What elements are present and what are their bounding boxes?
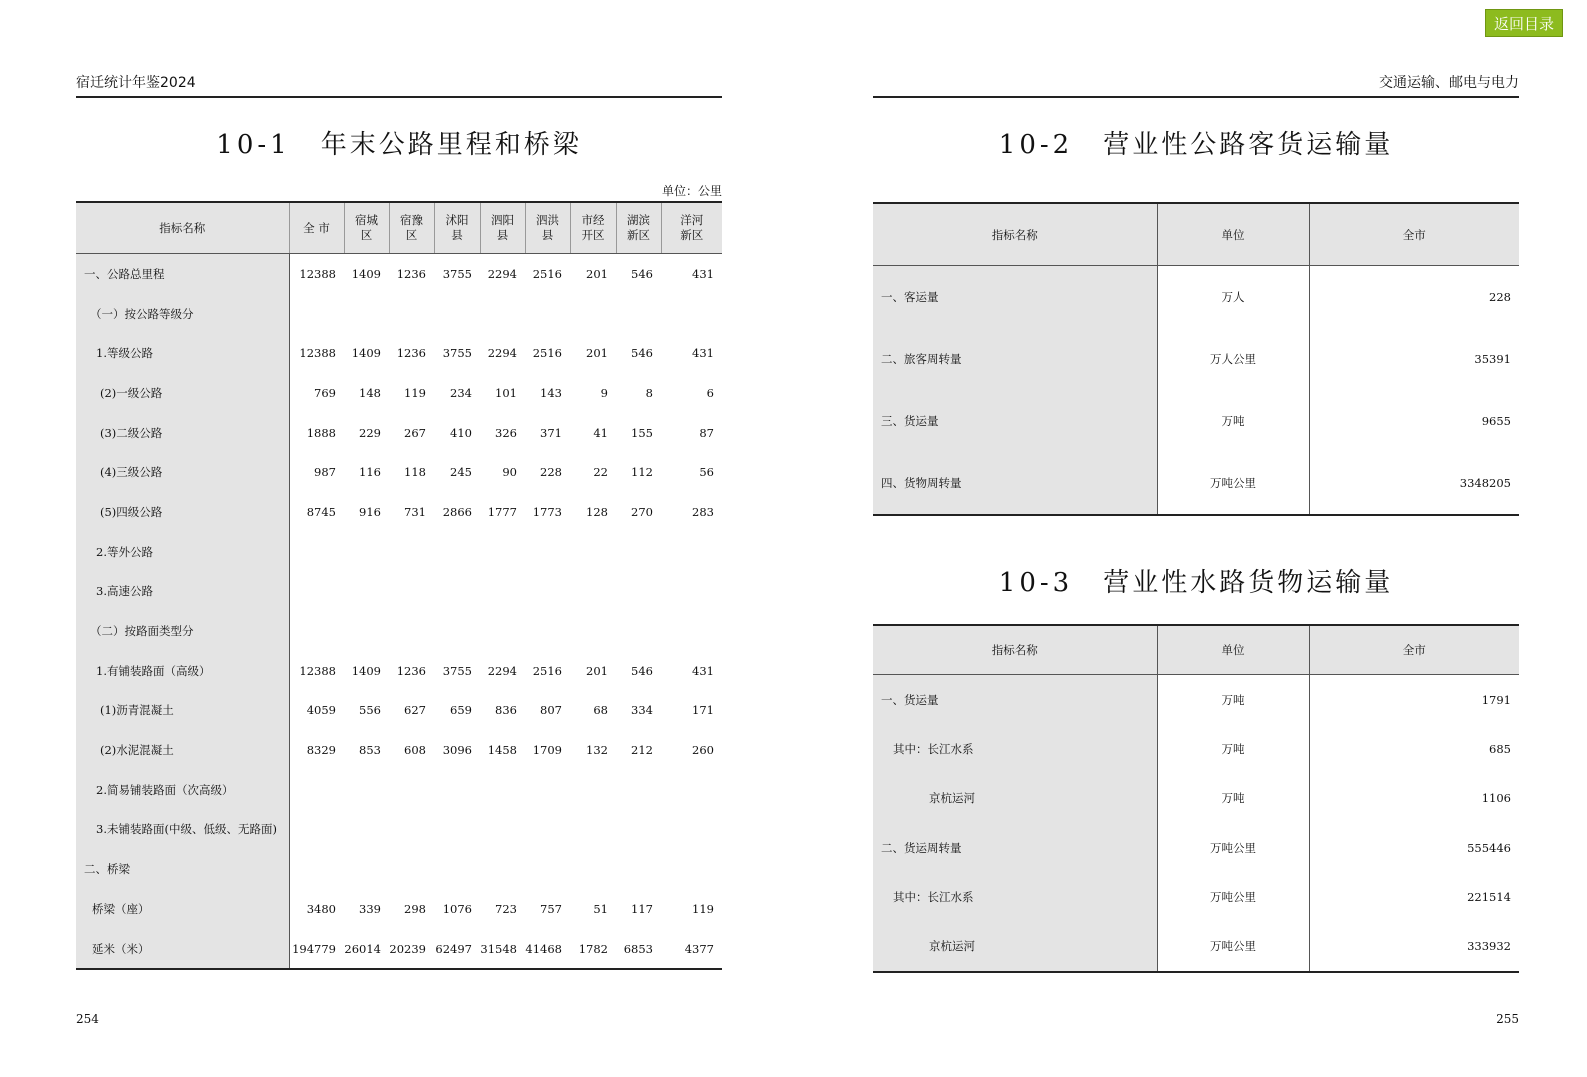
table-row: [76, 651, 722, 691]
table-cell: 101: [495, 385, 517, 400]
table-cell: 68: [593, 703, 608, 718]
row-label: 2.等外公路: [76, 532, 289, 572]
table-cell: 546: [631, 346, 653, 361]
table-cell: 119: [404, 385, 426, 400]
table-cell: 194779: [292, 941, 336, 956]
table-cell: 556: [359, 703, 381, 718]
table-cell: [289, 849, 344, 889]
row-label: (3)二级公路: [76, 413, 289, 453]
table-cell: 4377: [684, 941, 714, 956]
table-cell: [289, 294, 344, 334]
back-to-contents-button[interactable]: 返回目录: [1485, 9, 1563, 37]
table-cell: 12388: [299, 663, 336, 678]
row-label: (2)水泥混凝土: [76, 730, 289, 770]
row-label: 一、客运量: [873, 266, 1157, 329]
table-cell: 1777: [487, 504, 517, 519]
table-cell: 1709: [532, 743, 562, 758]
table-cell: 334: [631, 703, 653, 718]
row-label: (5)四级公路: [76, 492, 289, 532]
table-row: [873, 724, 1519, 773]
table-title-text: 营业性水路货物运输量: [1103, 568, 1394, 598]
table-cell: 1458: [487, 743, 517, 758]
unit-cell: 万吨: [1157, 724, 1309, 773]
header-cell: 沭阳 县: [434, 202, 480, 254]
table-cell: 4059: [306, 703, 336, 718]
table-cell: [289, 810, 344, 850]
table-cell: 51: [593, 901, 608, 916]
row-label: 二、货运周转量: [873, 823, 1157, 872]
table-row: [873, 675, 1519, 725]
table-cell: [480, 810, 525, 850]
table-cell: 1409: [351, 346, 381, 361]
row-label: 三、货运量: [873, 390, 1157, 452]
table-cell: 12388: [299, 346, 336, 361]
table-cell: [289, 532, 344, 572]
table-cell: 201: [586, 346, 608, 361]
value-cell: 221514: [1467, 889, 1511, 904]
table-cell: [389, 532, 434, 572]
table-cell: 298: [404, 901, 426, 916]
unit-cell: 万人: [1157, 266, 1309, 329]
table-cell: [661, 770, 722, 810]
header-cell: 单位: [1157, 203, 1309, 266]
table-cell: [344, 770, 389, 810]
value-cell: 1106: [1481, 791, 1511, 806]
value-cell: 1791: [1481, 692, 1511, 707]
table-cell: 6853: [623, 941, 653, 956]
table-cell: 267: [404, 425, 426, 440]
table-cell: 2516: [532, 663, 562, 678]
row-label: 1.有铺装路面（高级）: [76, 651, 289, 691]
row-label: (1)沥青混凝土: [76, 691, 289, 731]
table-cell: [344, 572, 389, 612]
table-cell: 148: [359, 385, 381, 400]
row-label: 一、公路总里程: [76, 254, 289, 294]
table-cell: 431: [692, 266, 714, 281]
unit-cell: 万人公里: [1157, 328, 1309, 390]
table-cell: 22: [593, 465, 608, 480]
table-row: [76, 611, 722, 651]
road-passenger-freight-table: [873, 202, 1519, 516]
row-label: (2)一级公路: [76, 373, 289, 413]
table-cell: 3755: [442, 663, 472, 678]
table-cell: 20239: [389, 941, 426, 956]
table-row: [873, 328, 1519, 390]
table-cell: [480, 532, 525, 572]
table-cell: 723: [495, 901, 517, 916]
table-cell: 2294: [487, 346, 517, 361]
table-cell: [616, 810, 661, 850]
table-cell: 6: [706, 385, 714, 400]
table-cell: 245: [450, 465, 472, 480]
row-label: 其中：长江水系: [873, 724, 1157, 773]
table-cell: 3755: [442, 346, 472, 361]
table-cell: [570, 611, 616, 651]
table-cell: [570, 849, 616, 889]
table-cell: 326: [495, 425, 517, 440]
table-cell: [616, 532, 661, 572]
table-cell: [434, 770, 480, 810]
table-row: [76, 929, 722, 970]
table-row: [873, 266, 1519, 329]
value-cell: 333932: [1467, 939, 1511, 954]
table-row: [76, 730, 722, 770]
table-cell: [389, 849, 434, 889]
table-cell: [289, 572, 344, 612]
table-cell: 12388: [299, 266, 336, 281]
table-cell: [525, 810, 570, 850]
unit-cell: 万吨: [1157, 774, 1309, 823]
table-cell: 56: [699, 465, 714, 480]
table-cell: [661, 294, 722, 334]
table-cell: 26014: [344, 941, 381, 956]
table-cell: [434, 611, 480, 651]
table-header-row: [873, 203, 1519, 266]
table-cell: 1409: [351, 663, 381, 678]
row-label: 京杭运河: [873, 774, 1157, 823]
table-cell: 118: [404, 465, 426, 480]
table-cell: [389, 611, 434, 651]
table-cell: [570, 294, 616, 334]
value-cell: 228: [1489, 290, 1511, 304]
table-cell: 228: [540, 465, 562, 480]
table-cell: [344, 611, 389, 651]
row-label: 二、桥梁: [76, 849, 289, 889]
header-cell: 洋河 新区: [661, 202, 722, 254]
table-cell: [434, 572, 480, 612]
table-cell: 371: [540, 425, 562, 440]
chapter-title: 交通运输、邮电与电力: [1379, 75, 1519, 91]
value-cell: 555446: [1467, 840, 1511, 855]
table-cell: 853: [359, 743, 381, 758]
unit-cell: 万吨: [1157, 390, 1309, 452]
table-row: [873, 921, 1519, 971]
page-number-left: 254: [76, 1012, 99, 1026]
table-cell: [344, 810, 389, 850]
table-cell: [661, 611, 722, 651]
row-label: (4)三级公路: [76, 452, 289, 492]
table-cell: 987: [314, 465, 336, 480]
table-cell: 1773: [532, 504, 562, 519]
table-cell: [616, 572, 661, 612]
row-label: 一、货运量: [873, 675, 1157, 725]
table-title-text: 营业性公路客货运输量: [1103, 130, 1394, 160]
table-cell: 608: [404, 743, 426, 758]
value-cell: 685: [1489, 741, 1511, 756]
table-cell: [661, 849, 722, 889]
waterway-freight-table: [873, 624, 1519, 973]
table-cell: 201: [586, 266, 608, 281]
table-cell: [525, 294, 570, 334]
table-row: [76, 373, 722, 413]
table-cell: 87: [699, 425, 714, 440]
unit-cell: 万吨公里: [1157, 452, 1309, 515]
table-cell: 9: [600, 385, 608, 400]
table-cell: 1076: [442, 901, 472, 916]
table-row: [76, 532, 722, 572]
table-cell: [525, 611, 570, 651]
table-cell: [434, 294, 480, 334]
table-cell: 1236: [396, 663, 426, 678]
table-cell: 8745: [306, 504, 336, 519]
table-cell: 119: [692, 901, 714, 916]
table-cell: 1236: [396, 266, 426, 281]
table-cell: 212: [631, 743, 653, 758]
table-row: [76, 770, 722, 810]
table-cell: 143: [540, 385, 562, 400]
value-cell: 3348205: [1459, 476, 1511, 490]
header-cell: 泗阳 县: [480, 202, 525, 254]
unit-note: 单位：公里: [661, 184, 722, 198]
header-cell: 全市: [1309, 625, 1519, 675]
table-cell: 2294: [487, 663, 517, 678]
table-cell: 132: [586, 743, 608, 758]
table-row: [76, 254, 722, 294]
table-cell: 1782: [578, 941, 608, 956]
table-cell: 155: [631, 425, 653, 440]
table-cell: [661, 532, 722, 572]
table-cell: 270: [631, 504, 653, 519]
table-cell: [344, 532, 389, 572]
table-cell: [570, 572, 616, 612]
table-row: [76, 691, 722, 731]
table-cell: [570, 770, 616, 810]
value-cell: 9655: [1481, 414, 1511, 428]
table-cell: 234: [450, 385, 472, 400]
table-cell: 41: [593, 425, 608, 440]
table-cell: 260: [692, 743, 714, 758]
table-cell: 546: [631, 663, 653, 678]
table-10-2-title: [873, 124, 1519, 161]
table-row: [873, 452, 1519, 515]
table-cell: 627: [404, 703, 426, 718]
unit-cell: 万吨公里: [1157, 872, 1309, 921]
row-label: （二）按路面类型分: [76, 611, 289, 651]
table-number: 10-2: [998, 130, 1074, 160]
table-row: [873, 390, 1519, 452]
table-cell: [434, 810, 480, 850]
table-cell: 757: [540, 901, 562, 916]
table-cell: 836: [495, 703, 517, 718]
table-cell: 3480: [306, 901, 336, 916]
running-head-right: [873, 74, 1519, 98]
table-cell: [389, 294, 434, 334]
table-cell: [616, 294, 661, 334]
header-cell: 指标名称: [873, 203, 1157, 266]
table-cell: [289, 770, 344, 810]
table-cell: 283: [692, 504, 714, 519]
table-row: [76, 333, 722, 373]
page-number-right: 255: [1496, 1012, 1519, 1026]
header-cell: 单位: [1157, 625, 1309, 675]
table-cell: [344, 294, 389, 334]
table-row: [76, 294, 722, 334]
table-cell: 1888: [306, 425, 336, 440]
unit-cell: 万吨公里: [1157, 823, 1309, 872]
table-10-1-title: [76, 124, 722, 161]
table-number: 10-1: [216, 130, 291, 160]
table-cell: 201: [586, 663, 608, 678]
header-cell: 指标名称: [76, 202, 289, 254]
table-cell: [570, 810, 616, 850]
table-cell: 2516: [532, 346, 562, 361]
table-row: [76, 492, 722, 532]
table-cell: 62497: [435, 941, 472, 956]
table-header-row: [873, 625, 1519, 675]
table-cell: 128: [586, 504, 608, 519]
row-label: 桥梁（座）: [76, 889, 289, 929]
table-cell: [389, 770, 434, 810]
table-cell: [480, 294, 525, 334]
road-mileage-table: [76, 201, 722, 970]
table-cell: [480, 849, 525, 889]
table-cell: 3096: [442, 743, 472, 758]
table-cell: 41468: [525, 941, 562, 956]
table-cell: 2516: [532, 266, 562, 281]
table-cell: 731: [404, 504, 426, 519]
row-label: （一）按公路等级分: [76, 294, 289, 334]
table-row: [873, 823, 1519, 872]
table-row: [76, 889, 722, 929]
unit-cell: 万吨: [1157, 675, 1309, 725]
table-cell: 410: [450, 425, 472, 440]
row-label: 二、旅客周转量: [873, 328, 1157, 390]
table-cell: [525, 532, 570, 572]
table-cell: 8: [645, 385, 653, 400]
row-label: 1.等级公路: [76, 333, 289, 373]
header-cell: 宿城 区: [344, 202, 389, 254]
table-cell: 8329: [306, 743, 336, 758]
table-cell: [480, 770, 525, 810]
table-cell: 659: [450, 703, 472, 718]
table-cell: 112: [631, 465, 653, 480]
table-cell: [480, 611, 525, 651]
table-number: 10-3: [998, 568, 1074, 598]
table-cell: 339: [359, 901, 381, 916]
table-cell: 90: [502, 465, 517, 480]
table-cell: [525, 849, 570, 889]
table-cell: 171: [692, 703, 714, 718]
table-header-row: [76, 202, 722, 254]
row-label: 3.高速公路: [76, 572, 289, 612]
row-label: 四、货物周转量: [873, 452, 1157, 515]
yearbook-title: 宿迁统计年鉴2024: [76, 75, 196, 91]
table-cell: 431: [692, 346, 714, 361]
running-head-left: [76, 74, 722, 98]
table-cell: [616, 611, 661, 651]
header-cell: 全 市: [289, 202, 344, 254]
header-cell: 湖滨 新区: [616, 202, 661, 254]
table-cell: 117: [631, 901, 653, 916]
row-label: 延米（米）: [76, 929, 289, 970]
table-row: [873, 774, 1519, 823]
header-cell: 泗洪 县: [525, 202, 570, 254]
row-label: 3.未铺装路面(中级、低级、无路面): [76, 810, 289, 850]
table-cell: [389, 810, 434, 850]
table-cell: 31548: [480, 941, 517, 956]
table-cell: [616, 770, 661, 810]
table-cell: [661, 572, 722, 612]
table-cell: 431: [692, 663, 714, 678]
table-cell: 229: [359, 425, 381, 440]
row-label: 京杭运河: [873, 921, 1157, 971]
table-cell: [289, 611, 344, 651]
table-cell: 1409: [351, 266, 381, 281]
table-row: [76, 810, 722, 850]
table-cell: [570, 532, 616, 572]
table-cell: [434, 532, 480, 572]
row-label: 其中：长江水系: [873, 872, 1157, 921]
table-cell: 116: [359, 465, 381, 480]
table-cell: [344, 849, 389, 889]
header-cell: 指标名称: [873, 625, 1157, 675]
table-10-3-title: [873, 562, 1519, 599]
header-cell: 宿豫 区: [389, 202, 434, 254]
table-cell: 2294: [487, 266, 517, 281]
table-cell: [661, 810, 722, 850]
table-cell: [480, 572, 525, 612]
table-cell: 807: [540, 703, 562, 718]
table-row: [873, 872, 1519, 921]
table-row: [76, 413, 722, 453]
header-cell: 全市: [1309, 203, 1519, 266]
table-title-text: 年末公路里程和桥梁: [320, 130, 582, 160]
table-cell: 3755: [442, 266, 472, 281]
row-label: 2.简易铺装路面（次高级）: [76, 770, 289, 810]
header-cell: 市经 开区: [570, 202, 616, 254]
table-row: [76, 572, 722, 612]
table-cell: [616, 849, 661, 889]
table-cell: [525, 572, 570, 612]
table-cell: [525, 770, 570, 810]
table-cell: [389, 572, 434, 612]
unit-cell: 万吨公里: [1157, 921, 1309, 971]
table-cell: 546: [631, 266, 653, 281]
table-cell: [434, 849, 480, 889]
table-cell: 1236: [396, 346, 426, 361]
table-row: [76, 849, 722, 889]
table-row: [76, 452, 722, 492]
table-cell: 769: [314, 385, 336, 400]
table-cell: 2866: [442, 504, 472, 519]
value-cell: 35391: [1474, 352, 1511, 366]
table-cell: 916: [359, 504, 381, 519]
